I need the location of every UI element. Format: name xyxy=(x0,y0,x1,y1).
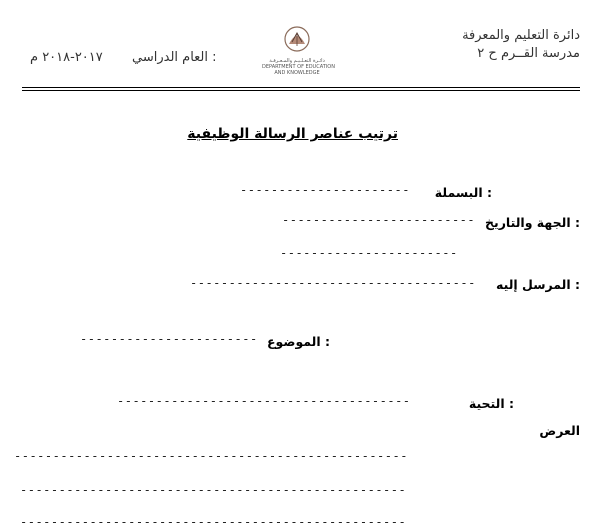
academic-year-value: ٢٠١٧-٢٠١٨ م xyxy=(30,50,103,65)
logo-text-arabic: دائـرة التعـلـيـم والمـعـرفـة xyxy=(269,58,325,64)
field-label-greeting: التحية : xyxy=(468,396,514,411)
school-name: مدرسة القــرم ح ٢ xyxy=(477,46,580,61)
field-label-entity-date: الجهة والتاريخ : xyxy=(485,215,580,230)
answer-line-body-2[interactable]: -------------------------------------------------- xyxy=(20,483,407,497)
logo-text-english-1: DEPARTMENT OF EDUCATION xyxy=(262,64,335,70)
field-label-body: العرض xyxy=(539,423,580,438)
department-logo xyxy=(262,24,335,76)
answer-line-recipient[interactable]: ------------------------------------- xyxy=(190,276,476,290)
logo-text-english-2: AND KNOWLEDGE xyxy=(274,70,320,76)
worksheet-title: ترتيب عناصر الرسالة الوظيفية xyxy=(187,126,398,142)
answer-line-subject[interactable]: ----------------------- xyxy=(80,332,258,346)
answer-line-body-3[interactable]: -------------------------------------------------- xyxy=(20,515,407,529)
answer-line-entity-date-2[interactable]: ----------------------- xyxy=(280,246,458,260)
academic-year-label: العام الدراسي : xyxy=(132,50,217,65)
answer-line-basmala[interactable]: ---------------------- xyxy=(240,183,410,197)
header-divider xyxy=(22,87,580,91)
field-label-recipient: المرسل إليه : xyxy=(496,277,580,292)
emblem-icon xyxy=(262,24,332,54)
field-label-subject: الموضوع : xyxy=(266,334,330,349)
field-label-basmala: البسملة : xyxy=(434,185,492,200)
answer-line-greeting[interactable]: -------------------------------------- xyxy=(117,394,411,408)
answer-line-entity-date-1[interactable]: ------------------------- xyxy=(282,213,476,227)
answer-line-body-1[interactable]: --------------------------------------------------- xyxy=(14,449,408,463)
department-name: دائرة التعليم والمعرفة xyxy=(462,28,580,43)
